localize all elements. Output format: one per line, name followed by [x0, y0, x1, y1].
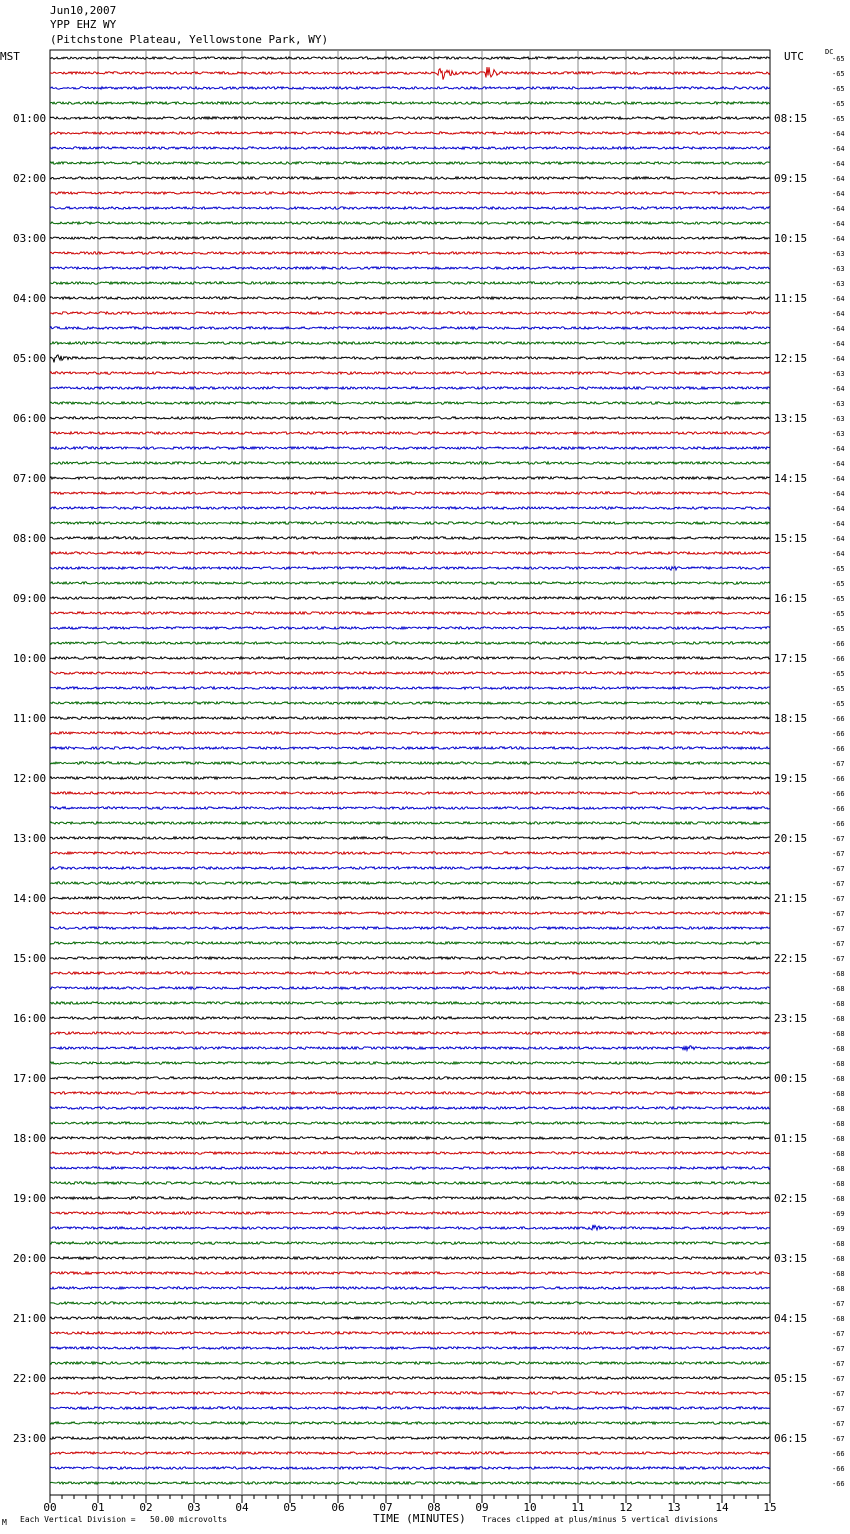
- seismic-trace: [50, 987, 770, 989]
- dc-offset-label: -67: [832, 1330, 845, 1338]
- mst-axis-title: MST: [0, 50, 20, 63]
- seismic-trace: [50, 687, 770, 689]
- utc-hour-label: 01:15: [774, 1132, 808, 1145]
- dc-offset-label: -64: [832, 160, 845, 168]
- dc-offset-label: -65: [832, 100, 845, 108]
- seismic-trace: [50, 822, 770, 824]
- dc-offset-label: -64: [832, 325, 845, 333]
- mst-hour-label: 20:00: [13, 1252, 47, 1265]
- seismic-trace: [50, 792, 770, 794]
- dc-offset-label: -66: [832, 820, 845, 828]
- seismic-trace: [50, 1272, 770, 1274]
- dc-offset-label: -63: [832, 265, 845, 273]
- dc-offset-label: -69: [832, 1210, 845, 1218]
- seismic-trace: [50, 1122, 770, 1124]
- utc-hour-label: 13:15: [774, 412, 808, 425]
- dc-offset-label: -68: [832, 1045, 845, 1053]
- seismic-trace: [50, 417, 770, 419]
- seismic-trace: [50, 342, 770, 344]
- seismic-trace: [50, 1467, 770, 1469]
- scale-note: Each Vertical Division = 50.00 microvolts: [20, 1515, 228, 1524]
- utc-hour-label: 21:15: [774, 892, 808, 905]
- utc-hour-label: 17:15: [774, 652, 808, 665]
- dc-offset-label: -63: [832, 415, 845, 423]
- dc-offset-label: -68: [832, 1240, 845, 1248]
- mst-hour-label: 19:00: [13, 1192, 47, 1205]
- dc-offset-label: -65: [832, 700, 845, 708]
- seismic-trace: [50, 1092, 770, 1094]
- utc-hour-label: 12:15: [774, 352, 808, 365]
- mst-hour-label: 08:00: [13, 532, 47, 545]
- seismic-trace: [50, 642, 770, 644]
- mst-hour-label: 21:00: [13, 1312, 47, 1325]
- seismic-trace: [50, 1317, 770, 1319]
- dc-offset-label: -66: [832, 1465, 845, 1473]
- plot-frame: [50, 50, 770, 1495]
- seismic-trace: [50, 1482, 770, 1484]
- dc-offset-label: -66: [832, 715, 845, 723]
- seismic-trace: [50, 1377, 770, 1379]
- seismic-trace: [50, 1017, 770, 1019]
- dc-offset-label: -68: [832, 1150, 845, 1158]
- x-tick-label: 11: [571, 1501, 585, 1514]
- seismic-trace: [50, 1362, 770, 1364]
- seismic-trace: [50, 1167, 770, 1169]
- seismic-trace: [50, 207, 770, 209]
- x-tick-label: 15: [763, 1501, 777, 1514]
- seismic-trace: [50, 355, 770, 363]
- seismic-trace: [50, 717, 770, 719]
- seismic-trace: [50, 747, 770, 749]
- seismic-trace: [50, 162, 770, 164]
- dc-offset-label: -64: [832, 535, 845, 543]
- dc-offset-label: -67: [832, 910, 845, 918]
- seismic-trace: [50, 297, 770, 299]
- dc-offset-label: -67: [832, 895, 845, 903]
- seismic-trace: [50, 582, 770, 584]
- seismic-trace: [50, 432, 770, 434]
- seismic-trace: [50, 837, 770, 839]
- mst-hour-label: 11:00: [13, 712, 47, 725]
- dc-offset-label: -64: [832, 175, 845, 183]
- dc-offset-label: -63: [832, 280, 845, 288]
- dc-offset-label: -67: [832, 865, 845, 873]
- mst-hour-label: 07:00: [13, 472, 47, 485]
- utc-hour-label: 08:15: [774, 112, 808, 125]
- utc-hour-label: 10:15: [774, 232, 808, 245]
- dc-offset-label: -66: [832, 775, 845, 783]
- seismic-trace: [50, 1107, 770, 1109]
- dc-offset-label: -66: [832, 790, 845, 798]
- x-tick-label: 13: [667, 1501, 681, 1514]
- utc-hour-label: 23:15: [774, 1012, 808, 1025]
- dc-offset-title: DC: [825, 48, 834, 56]
- seismic-trace: [50, 267, 770, 269]
- dc-offset-label: -68: [832, 1285, 845, 1293]
- dc-offset-label: -66: [832, 1450, 845, 1458]
- utc-hour-label: 14:15: [774, 472, 808, 485]
- dc-offset-label: -63: [832, 400, 845, 408]
- seismic-trace: [50, 132, 770, 134]
- seismic-trace: [50, 1437, 770, 1439]
- dc-offset-label: -65: [832, 685, 845, 693]
- seismic-trace: [50, 1332, 770, 1334]
- seismic-trace: [50, 1225, 770, 1230]
- seismic-trace: [50, 702, 770, 704]
- dc-offset-label: -64: [832, 520, 845, 528]
- dc-offset-label: -68: [832, 1135, 845, 1143]
- dc-offset-label: -68: [832, 1315, 845, 1323]
- dc-offset-label: -67: [832, 940, 845, 948]
- seismic-trace: [50, 462, 770, 464]
- seismic-trace: [50, 252, 770, 254]
- dc-offset-label: -68: [832, 1120, 845, 1128]
- seismic-trace: [50, 762, 770, 764]
- dc-offset-label: -66: [832, 745, 845, 753]
- corner-mark: M: [2, 1518, 7, 1527]
- seismic-trace: [50, 1422, 770, 1424]
- dc-offset-label: -65: [832, 580, 845, 588]
- mst-hour-label: 09:00: [13, 592, 47, 605]
- dc-offset-label: -65: [832, 70, 845, 78]
- clip-note: Traces clipped at plus/minus 5 vertical divisions: [482, 1515, 719, 1524]
- dc-offset-label: -64: [832, 445, 845, 453]
- seismic-trace: [50, 1287, 770, 1289]
- seismic-trace: [50, 222, 770, 224]
- dc-offset-label: -69: [832, 1225, 845, 1233]
- dc-offset-label: -64: [832, 460, 845, 468]
- dc-offset-label: -64: [832, 310, 845, 318]
- utc-hour-label: 05:15: [774, 1372, 808, 1385]
- seismic-trace: [50, 447, 770, 449]
- mst-hour-label: 14:00: [13, 892, 47, 905]
- dc-offset-label: -64: [832, 130, 845, 138]
- dc-offset-label: -64: [832, 490, 845, 498]
- dc-offset-label: -64: [832, 340, 845, 348]
- seismic-trace: [50, 1257, 770, 1259]
- seismic-trace: [50, 672, 770, 674]
- seismic-trace: [50, 387, 770, 389]
- x-tick-label: 07: [379, 1501, 393, 1514]
- seismic-trace: [50, 732, 770, 734]
- seismic-trace: [50, 372, 770, 374]
- dc-offset-label: -68: [832, 970, 845, 978]
- seismic-trace: [50, 1062, 770, 1064]
- seismic-trace: [50, 57, 770, 59]
- mst-hour-label: 03:00: [13, 232, 47, 245]
- seismic-trace: [50, 1032, 770, 1034]
- dc-offset-label: -64: [832, 145, 845, 153]
- dc-offset-label: -64: [832, 505, 845, 513]
- x-tick-label: 10: [523, 1501, 537, 1514]
- dc-offset-label: -64: [832, 550, 845, 558]
- dc-offset-label: -65: [832, 565, 845, 573]
- utc-hour-label: 18:15: [774, 712, 808, 725]
- x-tick-label: 06: [331, 1501, 345, 1514]
- dc-offset-label: -67: [832, 850, 845, 858]
- seismic-trace: [50, 1302, 770, 1304]
- mst-hour-label: 22:00: [13, 1372, 47, 1385]
- seismic-trace: [50, 282, 770, 284]
- utc-hour-label: 04:15: [774, 1312, 808, 1325]
- seismic-trace: [50, 1002, 770, 1004]
- seismic-trace: [50, 537, 770, 539]
- seismic-trace: [50, 777, 770, 779]
- seismic-trace: [50, 177, 770, 179]
- utc-hour-label: 00:15: [774, 1072, 808, 1085]
- utc-hour-label: 16:15: [774, 592, 808, 605]
- seismic-trace: [50, 912, 770, 914]
- mst-hour-label: 02:00: [13, 172, 47, 185]
- seismic-trace: [50, 957, 770, 959]
- seismic-trace: [50, 612, 770, 614]
- seismic-trace: [50, 1452, 770, 1454]
- seismic-trace: [50, 147, 770, 149]
- seismic-trace: [50, 87, 770, 89]
- dc-offset-label: -63: [832, 430, 845, 438]
- seismic-trace: [50, 327, 770, 329]
- station-location: (Pitchstone Plateau, Yellowstone Park, WY): [50, 33, 329, 46]
- seismic-trace: [50, 192, 770, 194]
- seismic-trace: [50, 1407, 770, 1409]
- dc-offset-label: -64: [832, 295, 845, 303]
- dc-offset-label: -67: [832, 1300, 845, 1308]
- dc-offset-label: -67: [832, 925, 845, 933]
- seismic-trace: [50, 852, 770, 854]
- seismic-trace: [50, 972, 770, 974]
- x-tick-label: 00: [43, 1501, 57, 1514]
- dc-offset-label: -67: [832, 955, 845, 963]
- seismic-trace: [50, 507, 770, 509]
- dc-offset-label: -64: [832, 385, 845, 393]
- seismic-trace: [50, 942, 770, 944]
- seismic-trace: [50, 552, 770, 554]
- dc-offset-label: -63: [832, 370, 845, 378]
- seismic-trace: [50, 1197, 770, 1199]
- utc-hour-label: 20:15: [774, 832, 808, 845]
- seismic-trace: [50, 117, 770, 119]
- dc-offset-label: -67: [832, 1405, 845, 1413]
- mst-hour-label: 12:00: [13, 772, 47, 785]
- x-tick-label: 09: [475, 1501, 489, 1514]
- dc-offset-label: -65: [832, 625, 845, 633]
- seismic-trace: [50, 522, 770, 524]
- dc-offset-label: -65: [832, 55, 845, 63]
- x-tick-label: 02: [139, 1501, 153, 1514]
- utc-hour-label: 02:15: [774, 1192, 808, 1205]
- seismic-trace: [50, 1137, 770, 1139]
- dc-offset-label: -67: [832, 880, 845, 888]
- dc-offset-label: -64: [832, 220, 845, 228]
- dc-offset-label: -67: [832, 760, 845, 768]
- dc-offset-label: -64: [832, 355, 845, 363]
- dc-offset-label: -63: [832, 250, 845, 258]
- seismic-trace: [50, 67, 770, 80]
- dc-offset-label: -67: [832, 1435, 845, 1443]
- x-tick-label: 03: [187, 1501, 201, 1514]
- dc-offset-label: -66: [832, 1480, 845, 1488]
- utc-hour-label: 22:15: [774, 952, 808, 965]
- mst-hour-label: 13:00: [13, 832, 47, 845]
- seismic-trace: [50, 1212, 770, 1214]
- dc-offset-label: -64: [832, 475, 845, 483]
- mst-hour-label: 01:00: [13, 112, 47, 125]
- dc-offset-label: -67: [832, 835, 845, 843]
- dc-offset-label: -67: [832, 1345, 845, 1353]
- seismic-trace: [50, 1347, 770, 1349]
- x-tick-label: 04: [235, 1501, 249, 1514]
- seismic-trace: [50, 627, 770, 629]
- seismic-trace: [50, 807, 770, 809]
- dc-offset-label: -66: [832, 655, 845, 663]
- dc-offset-label: -65: [832, 595, 845, 603]
- seismic-trace: [50, 237, 770, 239]
- seismic-trace: [50, 897, 770, 899]
- mst-hour-label: 04:00: [13, 292, 47, 305]
- mst-hour-label: 10:00: [13, 652, 47, 665]
- utc-hour-label: 09:15: [774, 172, 808, 185]
- dc-offset-label: -66: [832, 805, 845, 813]
- dc-offset-label: -68: [832, 1270, 845, 1278]
- seismic-trace: [50, 1182, 770, 1184]
- dc-offset-label: -67: [832, 1390, 845, 1398]
- x-tick-label: 05: [283, 1501, 297, 1514]
- mst-hour-label: 18:00: [13, 1132, 47, 1145]
- seismic-trace: [50, 1392, 770, 1394]
- seismic-trace: [50, 1077, 770, 1079]
- dc-offset-label: -67: [832, 1420, 845, 1428]
- utc-hour-label: 03:15: [774, 1252, 808, 1265]
- x-tick-label: 08: [427, 1501, 441, 1514]
- utc-hour-label: 19:15: [774, 772, 808, 785]
- seismic-trace: [50, 927, 770, 929]
- utc-axis-title: UTC: [784, 50, 804, 63]
- dc-offset-label: -65: [832, 85, 845, 93]
- dc-offset-label: -65: [832, 115, 845, 123]
- dc-offset-label: -68: [832, 1195, 845, 1203]
- x-axis-title: TIME (MINUTES): [373, 1512, 466, 1525]
- dc-offset-label: -65: [832, 670, 845, 678]
- seismic-trace: [50, 1242, 770, 1244]
- mst-hour-label: 06:00: [13, 412, 47, 425]
- seismic-trace: [50, 882, 770, 884]
- dc-offset-label: -68: [832, 1015, 845, 1023]
- dc-offset-label: -64: [832, 235, 845, 243]
- station-code: YPP EHZ WY: [50, 18, 117, 31]
- seismic-trace: [50, 312, 770, 314]
- seismic-trace: [50, 102, 770, 104]
- dc-offset-label: -66: [832, 730, 845, 738]
- mst-hour-label: 15:00: [13, 952, 47, 965]
- dc-offset-label: -65: [832, 610, 845, 618]
- dc-offset-label: -68: [832, 1090, 845, 1098]
- mst-hour-label: 16:00: [13, 1012, 47, 1025]
- mst-hour-label: 05:00: [13, 352, 47, 365]
- seismic-trace: [50, 1152, 770, 1154]
- dc-offset-label: -67: [832, 1360, 845, 1368]
- dc-offset-label: -68: [832, 1030, 845, 1038]
- dc-offset-label: -68: [832, 1105, 845, 1113]
- seismic-trace: [50, 867, 770, 869]
- dc-offset-label: -68: [832, 985, 845, 993]
- mst-hour-label: 23:00: [13, 1432, 47, 1445]
- seismic-trace: [50, 492, 770, 494]
- utc-hour-label: 15:15: [774, 532, 808, 545]
- seismic-trace: [50, 597, 770, 599]
- utc-hour-label: 11:15: [774, 292, 808, 305]
- dc-offset-label: -64: [832, 190, 845, 198]
- seismic-trace: [50, 402, 770, 404]
- dc-offset-label: -68: [832, 1060, 845, 1068]
- chart-date: Jun10,2007: [50, 4, 117, 17]
- x-tick-label: 14: [715, 1501, 729, 1514]
- x-tick-label: 12: [619, 1501, 633, 1514]
- seismic-trace: [50, 477, 770, 479]
- seismic-trace: [50, 657, 770, 659]
- utc-hour-label: 06:15: [774, 1432, 808, 1445]
- seismic-trace: [50, 567, 770, 571]
- dc-offset-label: -68: [832, 1000, 845, 1008]
- dc-offset-label: -64: [832, 205, 845, 213]
- dc-offset-label: -68: [832, 1180, 845, 1188]
- dc-offset-label: -66: [832, 640, 845, 648]
- dc-offset-label: -68: [832, 1075, 845, 1083]
- x-tick-label: 01: [91, 1501, 105, 1514]
- dc-offset-label: -68: [832, 1165, 845, 1173]
- dc-offset-label: -67: [832, 1375, 845, 1383]
- mst-hour-label: 17:00: [13, 1072, 47, 1085]
- dc-offset-label: -68: [832, 1255, 845, 1263]
- seismic-trace: [50, 1046, 770, 1051]
